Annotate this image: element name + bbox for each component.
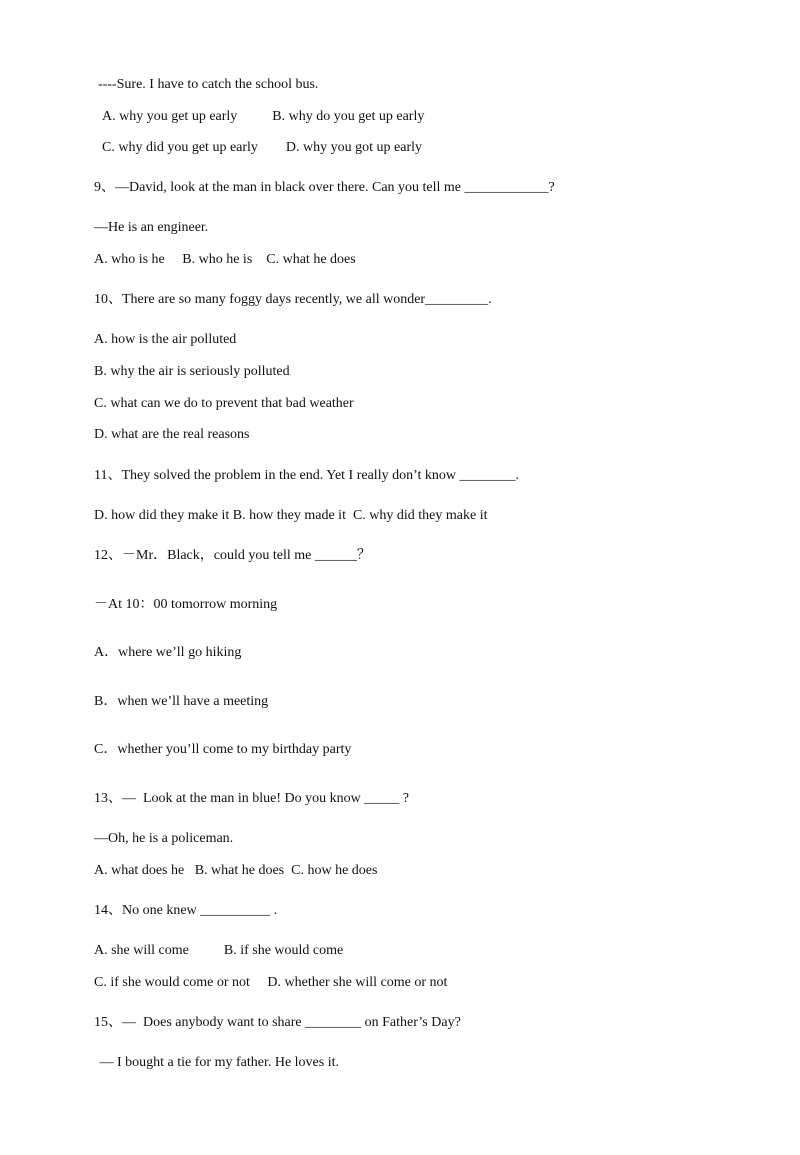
option-line: D. how did they make it B. how they made it C. why did they make it — [94, 508, 488, 523]
option-line: B. why the air is seriously polluted — [94, 364, 290, 379]
option-line: A. she will come B. if she would come — [94, 943, 344, 958]
text-line: ----Sure. I have to catch the school bus. — [98, 77, 319, 92]
question-10: 10、There are so many foggy days recently, we all wonder_________. — [94, 292, 492, 307]
question-15: 15、— Does anybody want to share ________ on Father’s Day? — [94, 1015, 461, 1030]
text-line: －At 10：00 tomorrow morning — [94, 597, 278, 612]
option-line: C. why did you get up early D. why you got up early — [102, 140, 423, 155]
question-11: 11、They solved the problem in the end. Yet I really don’t know ________. — [94, 468, 519, 483]
option-line: B．when we’ll have a meeting — [94, 694, 269, 709]
text-line: —Oh, he is a policeman. — [94, 831, 234, 846]
option-line: C. if she would come or not D. whether she will come or not — [94, 975, 448, 990]
option-line: A. why you get up early B. why do you get up early — [102, 109, 425, 124]
option-line: D. what are the real reasons — [94, 427, 250, 442]
text-line: — I bought a tie for my father. He loves it. — [96, 1055, 339, 1070]
option-line: A. how is the air polluted — [94, 332, 237, 347]
option-line: A. who is he B. who he is C. what he does — [94, 252, 356, 267]
question-13: 13、— Look at the man in blue! Do you know _____ ? — [94, 791, 409, 806]
question-9: 9、—David, look at the man in black over there. Can you tell me ____________? — [94, 180, 555, 195]
option-line: C. what can we do to prevent that bad weather — [94, 396, 354, 411]
option-line: A．where we’ll go hiking — [94, 645, 242, 660]
question-14: 14、No one knew __________ . — [94, 903, 278, 918]
question-12: 12、－Mr．Black，could you tell me ______？ — [94, 548, 371, 563]
text-line: —He is an engineer. — [94, 220, 209, 235]
option-line: C．whether you’ll come to my birthday party — [94, 742, 352, 757]
option-line: A. what does he B. what he does C. how he does — [94, 863, 378, 878]
